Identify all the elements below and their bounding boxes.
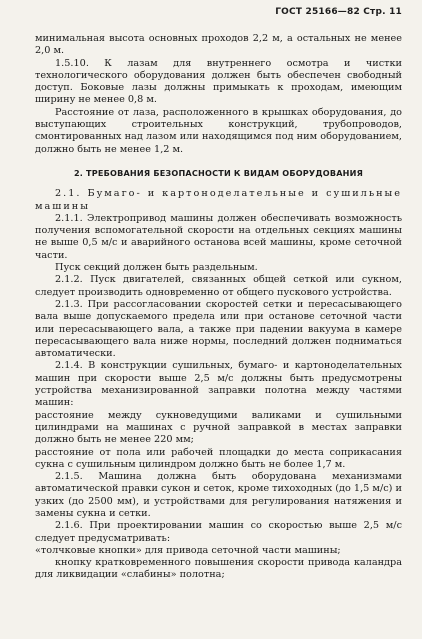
paragraph: минимальная высота основных проходов 2,2 м, а остальных не менее 2,0 м.: [35, 33, 402, 57]
paragraph: 2.1.3. При рассогласовании скоростей сетки и пересасывающего вала выше допускаемого предела или при останове сеточной части или пересасывающего вала, а также при падении вакуума в камере пересасывающего вала ниже нормы, последний должен подниматься автоматически.: [35, 298, 402, 360]
paragraph: 2.1.4. В конструкции сушильных, бумаго- и картоноделательных машин при скорости выше 2,5 м/с должны быть предусмотрены устройства механизированной заправки полотна между частями машин:: [35, 360, 402, 409]
paragraph: Расстояние от лаза, расположенного в крышках оборудования, до выступающих строительных конструкций, трубопроводов, смонтированных над лазом или находящимся под ним оборудованием, должно быть не менее 1,2 м.: [35, 106, 402, 155]
list-item: «толчковые кнопки» для привода сеточной части машины;: [35, 544, 341, 556]
page-header: ГОСТ 25166—82 Стр. 11: [275, 7, 402, 17]
paragraph: 2.1.5. Машина должна быть оборудована механизмами автоматической правки сукон и сеток, кроме тихоходных (до 1,5 м/с) и узких (до 2500 мм), и устройствами для регулирования натяжения и замены сукна и сетки.: [35, 471, 402, 519]
list-item: кнопку кратковременного повышения скорости привода каландра для ликвидации «слабины» полотна;: [35, 557, 402, 581]
document-body: [35, 33, 402, 582]
paragraph: 1.5.10. К лазам для внутреннего осмотра и чистки технологического оборудования должен быть обеспечен свободный доступ. Боковые лазы должны примыкать к проходам, имеющим ширину не менее 0,8 м.: [35, 57, 402, 106]
section-heading: 2. ТРЕБОВАНИЯ БЕЗОПАСНОСТИ К ВИДАМ ОБОРУДОВАНИЯ: [73, 167, 364, 178]
paragraph: расстояние от пола или рабочей площадки до места соприкасания сукна с сушильным цилиндром должно быть не более 1,7 м.: [35, 446, 402, 470]
paragraph: 2.1.1. Электропривод машины должен обеспечивать возможность получения вспомогательной скорости на отдельных секциях машины не выше 0,5 м/с и аварийного останова всей машины, кроме сеточной части.: [35, 212, 402, 261]
subsection-title: 2.1. Бумаго- и картоноделательные и сушильные машины: [35, 188, 402, 212]
paragraph: Пуск секций должен быть раздельным.: [55, 262, 258, 274]
paragraph: 2.1.2. Пуск двигателей, связанных общей сеткой или сукном, следует производить одновременно от общего пускового устройства.: [35, 274, 402, 298]
paragraph: расстояние между сукноведущими валиками и сушильными цилиндрами на машинах с ручной заправкой в местах заправки должно быть не менее 220 мм;: [35, 409, 402, 446]
paragraph: 2.1.6. При проектировании машин со скоростью выше 2,5 м/с следует предусматривать:: [35, 520, 402, 544]
